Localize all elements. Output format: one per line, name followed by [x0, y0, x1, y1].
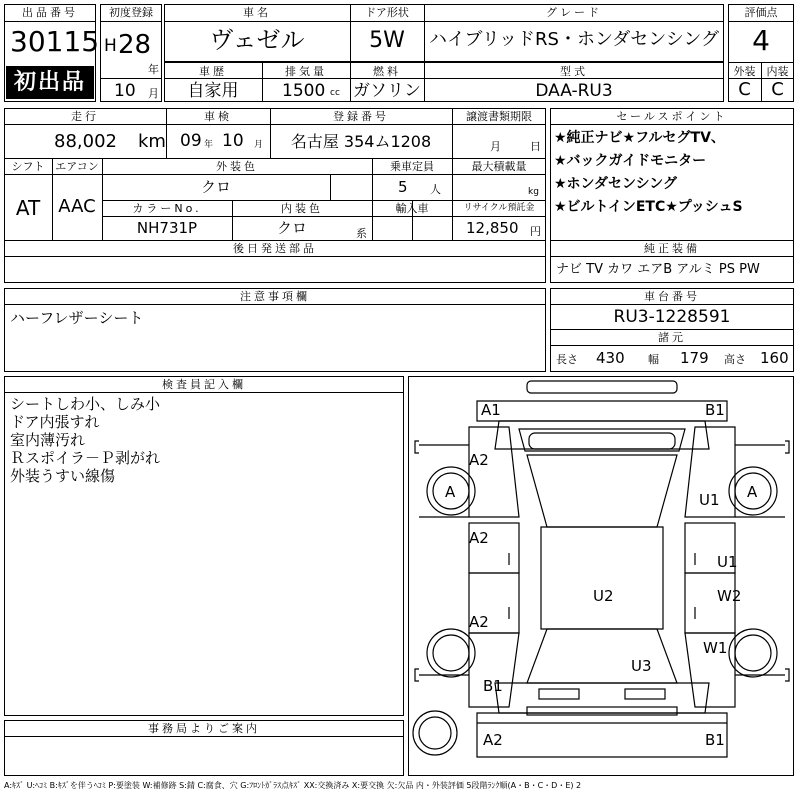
chassis-number: RU3-1228591 — [613, 307, 731, 327]
registration-month: 10 — [114, 81, 136, 101]
car-outline — [409, 377, 795, 777]
sales-point: ★ビルトインETC★プッシュS — [554, 199, 743, 215]
damage-mark: A2 — [483, 731, 503, 749]
recycle-label: リサイクル預託金 — [463, 203, 535, 213]
damage-mark: W2 — [717, 587, 742, 605]
recycle-unit: 円 — [530, 225, 541, 238]
air-conditioner: AAC — [58, 196, 96, 217]
plate-label: 登録番号 — [333, 110, 389, 123]
dimensions-label: 諸元 — [658, 331, 686, 344]
damage-mark: A1 — [481, 401, 501, 419]
exterior-color-label: 外装色 — [216, 160, 258, 173]
lot-number: 30115 — [10, 25, 100, 58]
mileage-unit: km — [138, 131, 166, 152]
transfer-month-unit: 月 — [490, 140, 501, 153]
damage-diagram — [408, 376, 794, 776]
length-label: 長さ — [556, 353, 578, 366]
inspector-label: 検査員記入欄 — [162, 378, 246, 391]
mileage: 88,002 — [54, 131, 117, 152]
load-unit: kg — [528, 187, 539, 197]
displacement-unit: cc — [330, 88, 340, 98]
grade-label: グレード — [546, 6, 602, 19]
transfer-deadline-label: 譲渡書類期限 — [466, 110, 532, 123]
mileage-label: 走行 — [71, 110, 99, 123]
damage-mark: U1 — [717, 553, 738, 571]
chassis-label: 車台番号 — [644, 290, 700, 303]
exterior-grade-label: 外装 — [733, 65, 756, 78]
ac-label: エアコン — [55, 160, 99, 173]
history-label: 車歴 — [199, 65, 227, 78]
damage-mark: U2 — [593, 587, 614, 605]
registration-year: 28 — [118, 30, 152, 60]
capacity-unit: 人 — [430, 183, 441, 196]
inspection-year-unit: 年 — [204, 140, 214, 150]
damage-mark: W1 — [703, 639, 728, 657]
height-label: 高さ — [724, 353, 746, 366]
transfer-day-unit: 日 — [530, 140, 541, 153]
inspection-year: 09 — [180, 131, 202, 151]
notes-text: ハーフレザーシート — [10, 309, 144, 327]
height: 160 — [760, 349, 789, 367]
grade: ハイブリッドRS・ホンダセンシング — [429, 29, 719, 50]
interior-grade-label: 内装 — [766, 65, 789, 78]
damage-mark: U3 — [631, 657, 652, 675]
damage-mark: A — [445, 483, 456, 501]
model-label: 型式 — [560, 65, 588, 78]
interior-color-unit: 系 — [356, 227, 367, 240]
recycle-fee: 12,850 — [466, 219, 519, 237]
inspector-line: 室内薄汚れ — [10, 431, 86, 449]
shift: AT — [15, 196, 41, 220]
notes-label: 注意事項欄 — [240, 290, 310, 303]
capacity-label: 乗車定員 — [390, 160, 434, 173]
interior-grade: C — [771, 79, 784, 100]
damage-mark: B1 — [705, 731, 725, 749]
damage-mark: B1 — [705, 401, 725, 419]
color-no: NH731P — [136, 219, 198, 237]
month-unit: 月 — [148, 87, 159, 100]
equipment-list: ナビ TV カワ エアB アルミ PS PW — [556, 262, 760, 277]
inspector-line: ドア内張すれ — [10, 413, 100, 431]
import-label: 輸入車 — [395, 202, 429, 215]
door-type: 5W — [369, 28, 405, 53]
car-name: ヴェゼル — [209, 26, 305, 54]
sales-point: ★純正ナビ★フルセグTV、 — [554, 130, 725, 146]
sales-point: ★ホンダセンシング — [554, 176, 678, 192]
damage-mark: U1 — [699, 491, 720, 509]
era: H — [104, 36, 117, 56]
color-no-label: カラーNo. — [132, 202, 202, 215]
exterior-grade: C — [738, 79, 751, 100]
inspector-line: シートしわ小、しみ小 — [10, 395, 161, 413]
inspector-line: 外装うすい線傷 — [10, 467, 116, 485]
inspection-month: 10 — [222, 131, 244, 151]
width-label: 幅 — [648, 353, 659, 366]
score-label: 評価点 — [744, 6, 778, 19]
model-code: DAA-RU3 — [535, 81, 613, 101]
sales-point: ★バックガイドモニター — [554, 153, 707, 169]
damage-mark: A — [747, 483, 758, 501]
sales-points-label: セールスポイント — [616, 110, 728, 123]
damage-mark: A2 — [469, 451, 489, 469]
office-label: 事務局よりご案内 — [148, 722, 260, 735]
first-registration-label: 初度登録 — [109, 6, 153, 19]
year-unit: 年 — [148, 63, 159, 76]
interior-color-label: 内装色 — [281, 202, 323, 215]
car-name-label: 車名 — [243, 6, 271, 19]
damage-mark: A2 — [469, 529, 489, 547]
lot-label: 出品番号 — [22, 6, 78, 19]
max-load-label: 最大積載量 — [471, 160, 527, 173]
later-parts-label: 後日発送部品 — [233, 242, 317, 255]
shift-label: シフト — [11, 160, 45, 173]
length: 430 — [596, 349, 625, 367]
exterior-color: クロ — [200, 178, 231, 196]
interior-color: クロ — [276, 219, 307, 237]
inspector-line: Ｒスポイラ－Ｐ剥がれ — [10, 449, 161, 467]
inspection-label: 車検 — [204, 110, 232, 123]
damage-mark: B1 — [483, 677, 503, 695]
displacement-label: 排気量 — [285, 65, 327, 78]
legend: A:ｷｽﾞ U:ﾍｺﾐ B:ｷｽﾞを伴うﾍｺﾐ P:要塗装 W:補修跡 S:錆 C:腐食、穴 G:ﾌﾛﾝﾄｶﾞﾗｽ点ｷｽﾞ XX:交換済み X:要交換 欠:欠品 内・外装評価 5段階ﾗﾝｸ順(A・B・C・D・E) 2 — [4, 781, 582, 790]
displacement: 1500 — [282, 81, 326, 101]
plate-number: 名古屋 354ム1208 — [290, 132, 432, 151]
damage-mark: A2 — [469, 613, 489, 631]
history: 自家用 — [187, 81, 239, 101]
sales-points-box — [550, 108, 794, 241]
width: 179 — [680, 349, 709, 367]
fuel: ガソリン — [353, 81, 421, 101]
equipment-label: 純正装備 — [644, 242, 700, 255]
door-label: ドア形状 — [365, 6, 409, 19]
inspection-month-unit: 月 — [254, 140, 264, 150]
fuel-label: 燃料 — [373, 65, 401, 78]
score: 4 — [752, 24, 770, 57]
capacity: 5 — [398, 178, 408, 196]
first-listing-badge: 初出品 — [6, 66, 94, 99]
